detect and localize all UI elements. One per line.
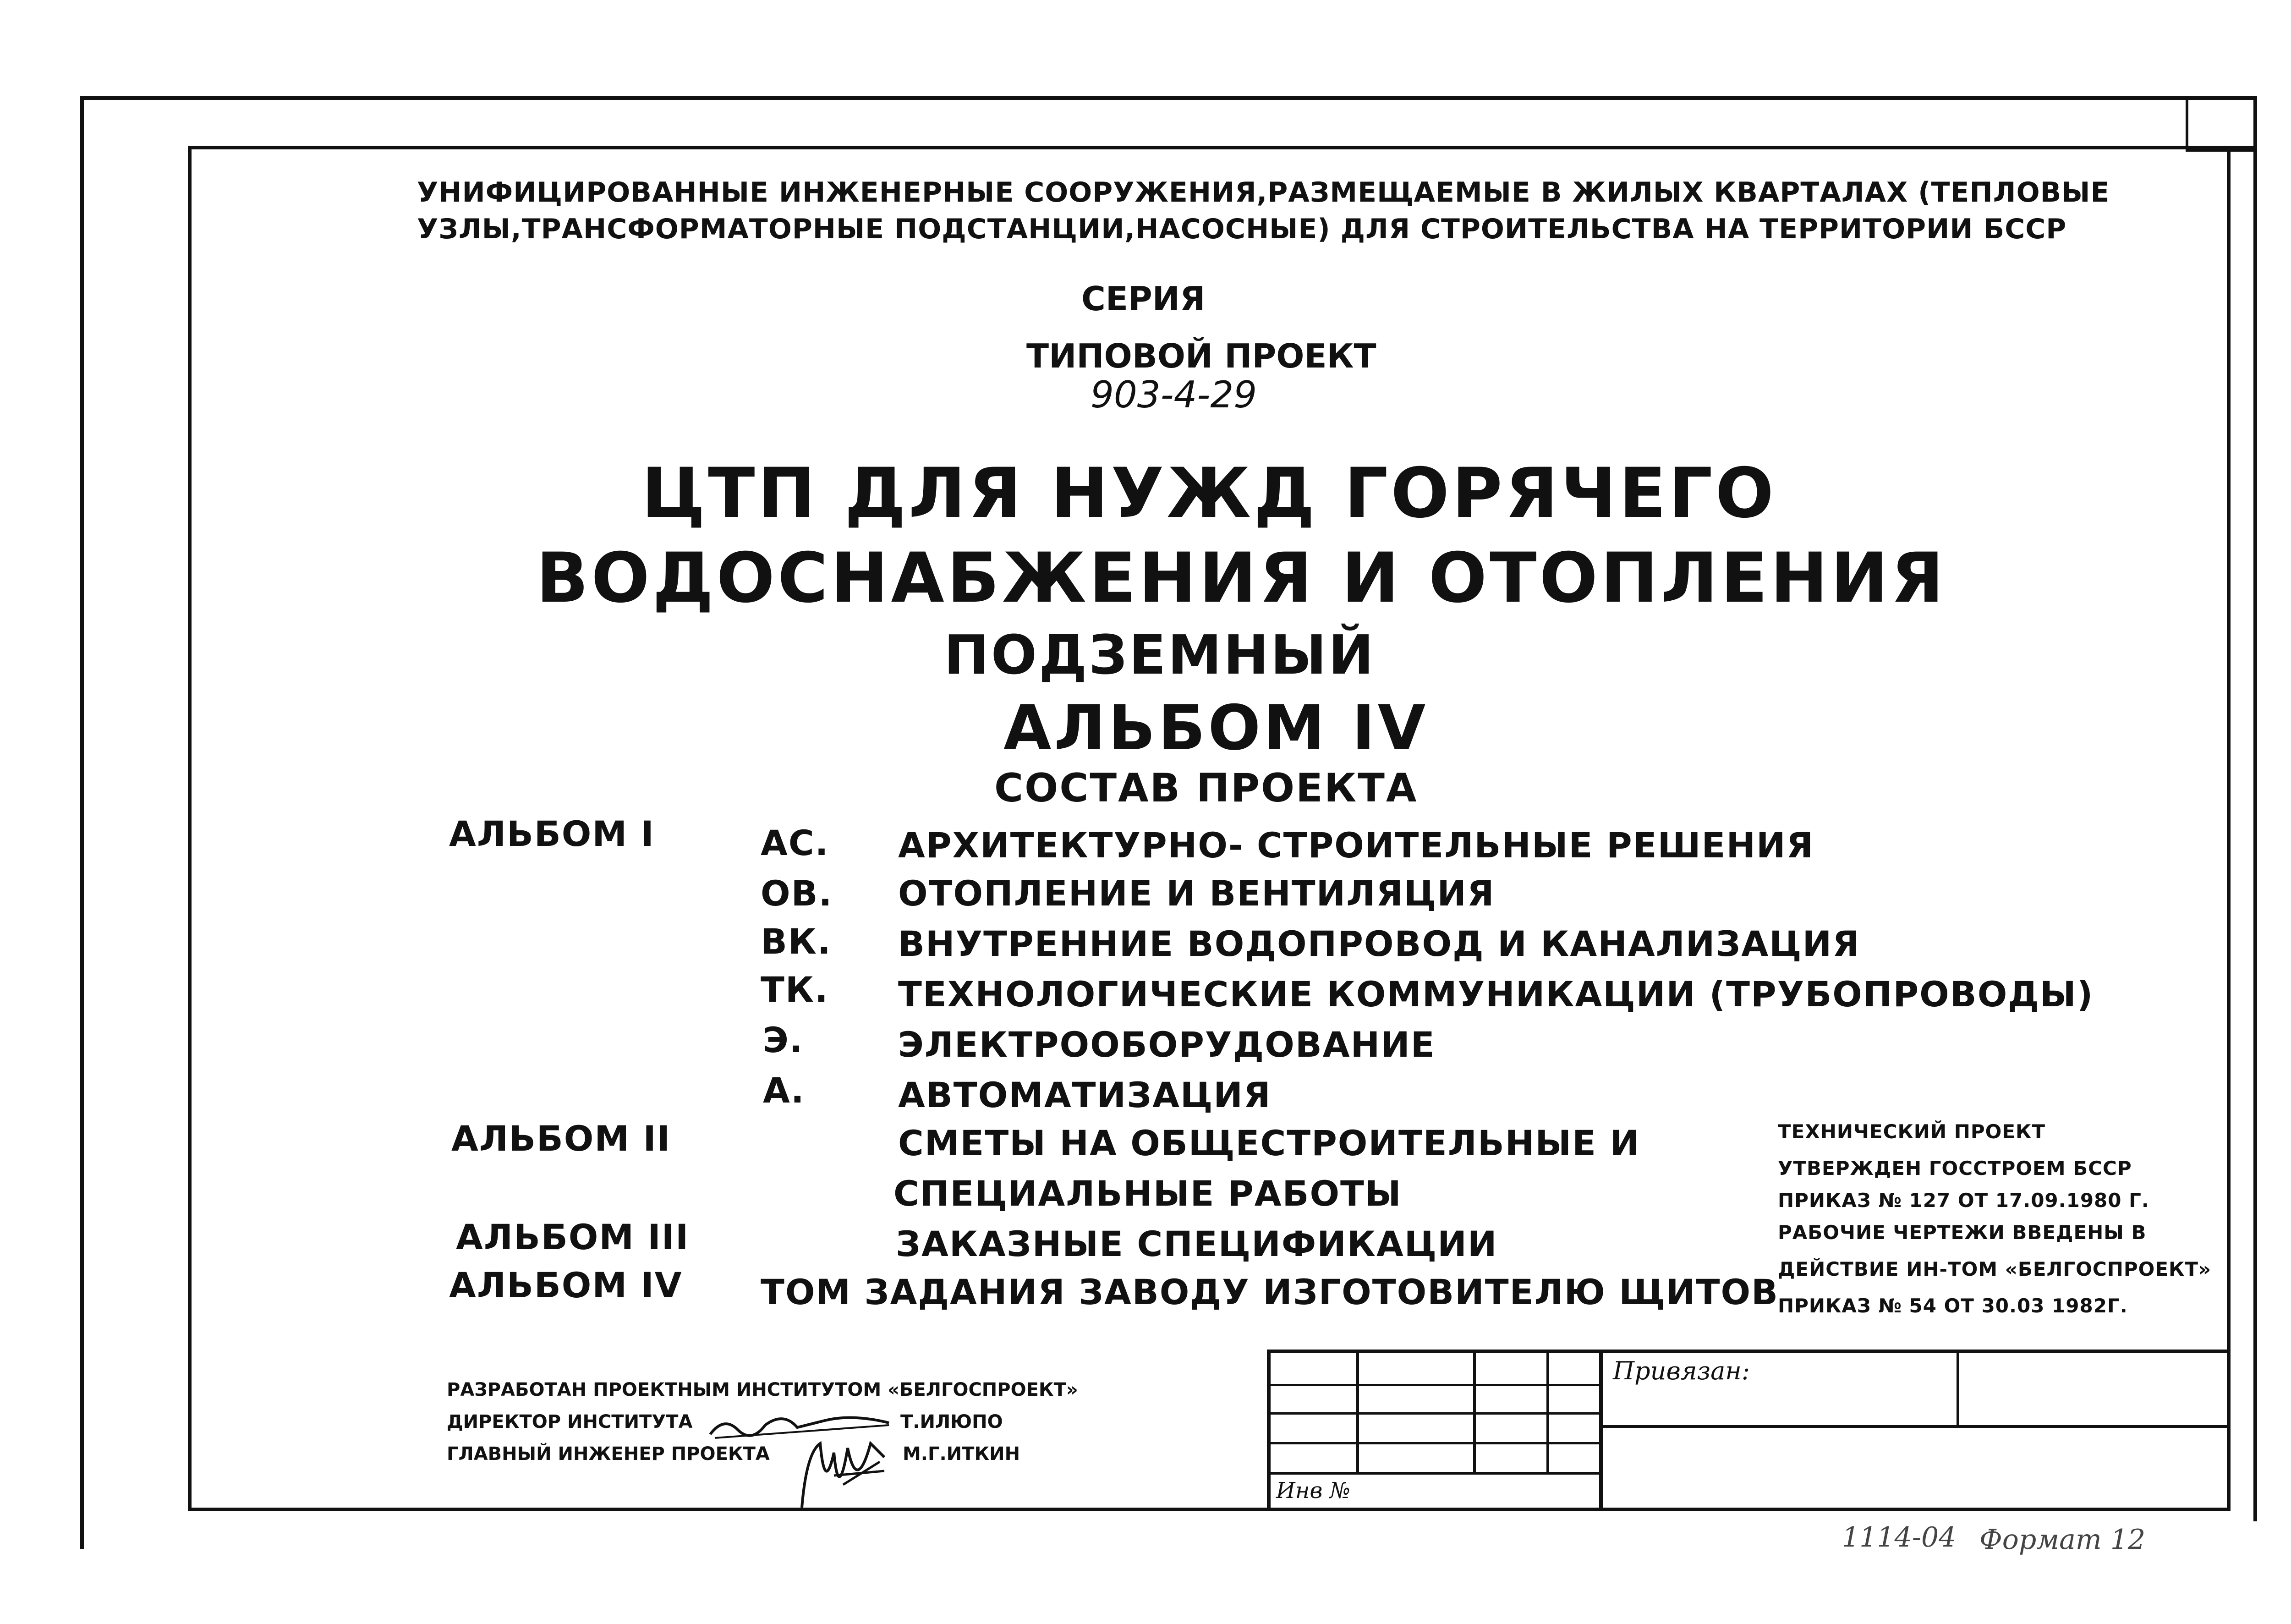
album-code: А.: [763, 1070, 805, 1111]
album-code: АС.: [761, 823, 829, 863]
outer-border-top: [80, 96, 2257, 100]
album-text: АРХИТЕКТУРНО- СТРОИТЕЛЬНЫЕ РЕШЕНИЯ: [898, 825, 1814, 866]
stamp-col-1: [1356, 1350, 1359, 1473]
footer-number: 1114-04: [1842, 1521, 1957, 1553]
album-code: ОВ.: [761, 873, 833, 914]
footer-format: Формат 12: [1979, 1524, 2146, 1556]
stamp-row: [1267, 1412, 1601, 1415]
album-label: АЛЬБОМ IV: [449, 1265, 683, 1306]
album-text: АВТОМАТИЗАЦИЯ: [898, 1075, 1272, 1115]
stamp-col-3: [1546, 1350, 1549, 1473]
approval-line: ПРИКАЗ № 54 ОТ 30.03 1982Г.: [1778, 1295, 2128, 1317]
inventory-label: Инв №: [1276, 1478, 1351, 1503]
series-label: СЕРИЯ: [1081, 280, 1206, 318]
inner-frame-left: [188, 146, 192, 1511]
title-line-1: ЦТП ДЛЯ НУЖД ГОРЯЧЕГО: [641, 454, 1777, 533]
developer-line: РАЗРАБОТАН ПРОЕКТНЫМ ИНСТИТУТОМ «БЕЛГОСПРОЕКТ»: [447, 1379, 1078, 1400]
director-role: ДИРЕКТОР ИНСТИТУТА: [447, 1411, 693, 1432]
director-name: Т.ИЛЮПО: [900, 1411, 1003, 1432]
title-line-3: ПОДЗЕМНЫЙ: [944, 623, 1376, 686]
stamp-row: [1267, 1384, 1601, 1386]
album-text: ТОМ ЗАДАНИЯ ЗАВОДУ ИЗГОТОВИТЕЛЮ ЩИТОВ: [761, 1272, 1779, 1312]
stamp-col-4: [1599, 1350, 1603, 1510]
inner-frame-bottom: [188, 1508, 2231, 1511]
album-text: ЭЛЕКТРООБОРУДОВАНИЕ: [898, 1024, 1436, 1065]
album-text: ТЕХНОЛОГИЧЕСКИЕ КОММУНИКАЦИИ (ТРУБОПРОВОДЫ): [898, 974, 2094, 1015]
album-text: ВНУТРЕННИЕ ВОДОПРОВОД И КАНАЛИЗАЦИЯ: [898, 923, 1860, 964]
stamp-left: [1267, 1350, 1271, 1510]
project-label: ТИПОВОЙ ПРОЕКТ: [1026, 337, 1376, 375]
album-text: СМЕТЫ НА ОБЩЕСТРОИТЕЛЬНЫЕ И: [898, 1123, 1640, 1163]
stamp-right-row: [1599, 1425, 2229, 1428]
approval-line: ДЕЙСТВИЕ ИН-ТОМ «БЕЛГОСПРОЕКТ»: [1778, 1258, 2212, 1280]
composition-heading: СОСТАВ ПРОЕКТА: [994, 765, 1418, 811]
album-text: ЗАКАЗНЫЕ СПЕЦИФИКАЦИИ: [896, 1223, 1498, 1264]
header-line-1: УНИФИЦИРОВАННЫЕ ИНЖЕНЕРНЫЕ СООРУЖЕНИЯ,РАЗМЕЩАЕМЫЕ В ЖИЛЫХ КВАРТАЛАХ (ТЕПЛОВЫЕ: [417, 176, 2110, 208]
corner-box-left: [2186, 96, 2188, 151]
attached-label: Привязан:: [1613, 1356, 1750, 1385]
album-code: ВК.: [761, 921, 832, 962]
stamp-top: [1267, 1350, 2229, 1353]
approval-line: ТЕХНИЧЕСКИЙ ПРОЕКТ: [1778, 1120, 2046, 1143]
approval-line: УТВЕРЖДЕН ГОССТРОЕМ БССР: [1778, 1157, 2132, 1180]
approval-line: ПРИКАЗ № 127 ОТ 17.09.1980 Г.: [1778, 1189, 2149, 1212]
stamp-right-divider: [1957, 1350, 1959, 1427]
album-text: ОТОПЛЕНИЕ И ВЕНТИЛЯЦИЯ: [898, 873, 1495, 914]
album-label: АЛЬБОМ II: [451, 1118, 671, 1159]
album-label: АЛЬБОМ I: [449, 813, 655, 854]
title-line-2: ВОДОСНАБЖЕНИЯ И ОТОПЛЕНИЯ: [536, 538, 1947, 618]
inner-frame-right: [2227, 146, 2231, 1511]
outer-border-left: [80, 96, 84, 1549]
album-code: Э.: [763, 1020, 804, 1060]
outer-border-right: [2253, 96, 2257, 1521]
album-title: АЛЬБОМ IV: [1003, 692, 1429, 764]
project-code: 903-4-29: [1091, 373, 1257, 416]
engineer-signature: [793, 1425, 893, 1517]
engineer-name: М.Г.ИТКИН: [903, 1443, 1020, 1465]
stamp-row: [1267, 1442, 1601, 1444]
approval-line: РАБОЧИЕ ЧЕРТЕЖИ ВВЕДЕНЫ В: [1778, 1221, 2147, 1244]
inner-frame-top: [188, 146, 2255, 149]
stamp-col-2: [1473, 1350, 1476, 1473]
stamp-row: [1267, 1472, 1601, 1475]
album-text: СПЕЦИАЛЬНЫЕ РАБОТЫ: [893, 1173, 1402, 1214]
header-line-2: УЗЛЫ,ТРАНСФОРМАТОРНЫЕ ПОДСТАНЦИИ,НАСОСНЫЕ) ДЛЯ СТРОИТЕЛЬСТВА НА ТЕРРИТОРИИ БССР: [417, 213, 2067, 245]
album-label: АЛЬБОМ III: [456, 1217, 690, 1257]
engineer-role: ГЛАВНЫЙ ИНЖЕНЕР ПРОЕКТА: [447, 1443, 770, 1465]
album-code: ТК.: [761, 969, 829, 1010]
